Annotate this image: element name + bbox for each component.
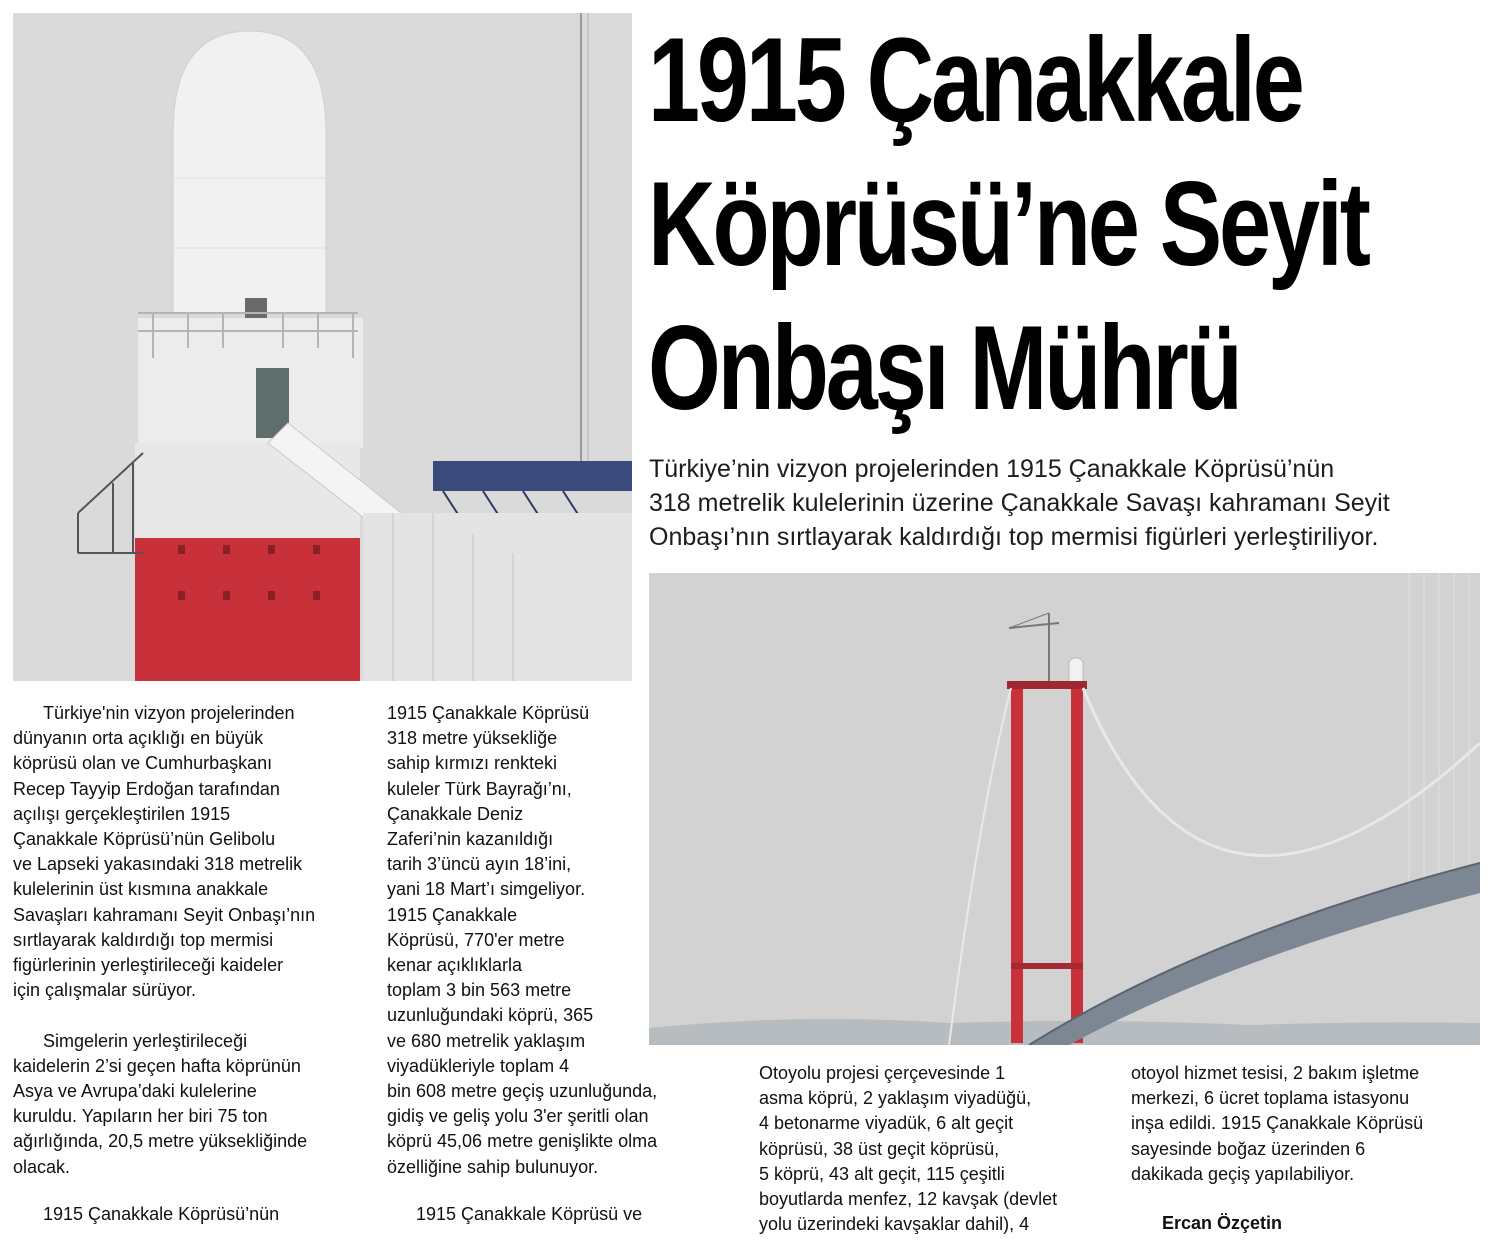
article-column-1 <box>13 701 373 1180</box>
author-byline: Ercan Özçetin <box>1162 1213 1283 1233</box>
col2-line: Köprüsü, 770'er metre <box>387 929 565 950</box>
col1-line: sırtlayarak kaldırdığı top mermisi <box>13 929 274 950</box>
col2-line: viyadükleriyle toplam 4 <box>387 1055 570 1076</box>
col1-line: Recep Tayyip Erdoğan tarafından <box>13 778 280 799</box>
col2-line: yani 18 Mart’ı simgeliyor. <box>387 879 586 900</box>
col3-line: yolu üzerindeki kavşaklar dahil), 4 <box>759 1214 1030 1235</box>
col1-line: kulelerinin üst kısmına anakkale <box>13 879 269 900</box>
col2-line: kenar açıklıklarla <box>387 955 523 976</box>
col2-line: tarih 3’üncü ayın 18’ini, <box>387 854 572 875</box>
col1-line: olacak. <box>13 1156 71 1177</box>
col4-line: merkezi, 6 ücret toplama istasyonu <box>1131 1088 1410 1109</box>
headline-line-3: Onbaşı Mührü <box>648 301 1240 435</box>
col1-line: Simgelerin yerleştirileceği <box>43 1030 248 1051</box>
col2-line: ve 680 metrelik yaklaşım <box>387 1030 586 1051</box>
col4-line: sayesinde boğaz üzerinden 6 <box>1131 1138 1366 1159</box>
lead-paragraph <box>649 452 1489 554</box>
col2-line: toplam 3 bin 563 metre <box>387 980 572 1001</box>
article-column-4 <box>1131 1061 1491 1187</box>
lead-line-2: 318 metrelik kulelerinin üzerine Çanakkale Savaşı kahramanı Seyit <box>649 489 1390 517</box>
bridge-photo <box>649 573 1480 1045</box>
col2-line: 318 metre yüksekliğe <box>387 728 558 749</box>
col1-line: figürlerinin yerleştirileceği kaideler <box>13 955 284 976</box>
col4-line: otoyol hizmet tesisi, 2 bakım işletme <box>1131 1063 1420 1083</box>
col2-line: Çanakkale Deniz <box>387 803 524 824</box>
col1-line: dünyanın orta açıklığı en büyük <box>13 728 264 749</box>
tower-photo <box>13 13 632 681</box>
headline-line-1: 1915 Çanakkale <box>648 13 1302 147</box>
col1-line: Çanakkale Köprüsü’nün Gelibolu <box>13 829 276 850</box>
col1-line: Asya ve Avrupa’daki kulelerine <box>13 1081 257 1102</box>
lead-line-3: Onbaşı’nın sırtlayarak kaldırdığı top mermisi figürleri yerleştiriliyor. <box>649 523 1379 551</box>
col3-line: asma köprü, 2 yaklaşım viyadüğü, <box>759 1088 1032 1109</box>
col2-line: uzunluğundaki köprü, 365 <box>387 1005 594 1026</box>
col1-line: açılışı gerçekleştirilen 1915 <box>13 803 231 824</box>
bridge-photo-illustration <box>649 573 1480 1045</box>
col2-continuation: 1915 Çanakkale Köprüsü ve <box>416 1204 643 1224</box>
col4-line: inşa edildi. 1915 Çanakkale Köprüsü <box>1131 1113 1424 1134</box>
col2-line: 1915 Çanakkale <box>387 904 518 925</box>
col1-line: köprüsü olan ve Cumhurbaşkanı <box>13 753 273 774</box>
article-column-3 <box>759 1061 1119 1237</box>
headline-line-2: Köprüsü’ne Seyit <box>648 157 1368 291</box>
col2-line: 1915 Çanakkale Köprüsü <box>387 703 590 723</box>
col1-line: Türkiye'nin vizyon projelerinden <box>43 703 295 723</box>
col2-line: Zaferi’nin kazanıldığı <box>387 829 554 850</box>
col2-line: sahip kırmızı renkteki <box>387 753 558 774</box>
col3-line: köprüsü, 38 üst geçit köprüsü, <box>759 1138 1000 1159</box>
article-column-2 <box>387 701 717 1180</box>
col3-line: 5 köprü, 43 alt geçit, 115 çeşitli <box>759 1163 1005 1184</box>
col3-line: boyutlarda menfez, 12 kavşak (devlet <box>759 1189 1058 1210</box>
col1-continuation: 1915 Çanakkale Köprüsü’nün <box>43 1204 280 1224</box>
col1-line: için çalışmalar sürüyor. <box>13 980 197 1001</box>
headline <box>648 8 1488 440</box>
col3-line: 4 betonarme viyadük, 6 alt geçit <box>759 1113 1014 1134</box>
lead-line-1: Türkiye’nin vizyon projelerinden 1915 Çanakkale Köprüsü’nün <box>649 455 1335 483</box>
col2-line: bin 608 metre geçiş uzunluğunda, <box>387 1081 658 1102</box>
col1-line: Savaşları kahramanı Seyit Onbaşı’nın <box>13 904 316 925</box>
paragraph-gap <box>13 1003 373 1028</box>
col2-line: özelliğine sahip bulunuyor. <box>387 1156 599 1177</box>
col1-line: ağırlığında, 20,5 metre yüksekliğinde <box>13 1131 308 1152</box>
col2-line: kuleler Türk Bayrağı’nı, <box>387 778 572 799</box>
col3-line: Otoyolu projesi çerçevesinde 1 <box>759 1063 1006 1083</box>
col1-line: ve Lapseki yakasındaki 318 metrelik <box>13 854 303 875</box>
col4-line: dakikada geçiş yapılabiliyor. <box>1131 1163 1355 1184</box>
col1-line: kuruldu. Yapıların her biri 75 ton <box>13 1106 268 1127</box>
col2-line: gidiş ve geliş yolu 3'er şeritli olan <box>387 1106 649 1127</box>
col1-line: kaidelerin 2’si geçen hafta köprünün <box>13 1055 301 1076</box>
col2-line: köprü 45,06 metre genişlikte olma <box>387 1131 658 1152</box>
tower-photo-illustration <box>13 13 632 681</box>
